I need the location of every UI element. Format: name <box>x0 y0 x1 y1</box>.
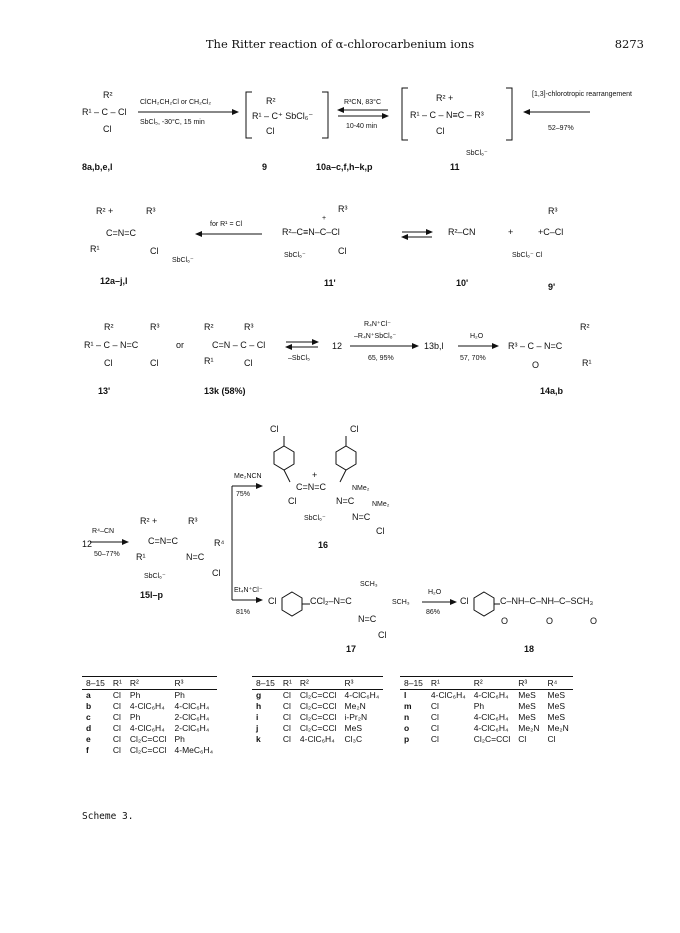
lower-yield: 81% <box>236 609 251 616</box>
s13k-main: C=N – C – Cl <box>212 340 266 350</box>
structure-12 <box>90 206 194 264</box>
cell: Cl <box>282 690 291 700</box>
structure-17 <box>268 581 410 640</box>
table-row <box>252 701 383 712</box>
scheme-caption: Scheme 3. <box>82 811 134 822</box>
cell: c <box>86 712 91 722</box>
s12-cl: Cl <box>150 246 159 256</box>
cell: 2-ClC₆H₄ <box>174 712 210 722</box>
s15-r2: R² + <box>140 516 158 526</box>
row1-cond-top: ClCH₂CH₂Cl or CH₂Cl₂ <box>140 99 212 106</box>
s17-cl-end: Cl <box>378 630 387 640</box>
cell: h <box>256 701 262 711</box>
row1-arrow3-bottom: 52–97% <box>548 125 574 132</box>
cell: Cl₂C=CCl <box>299 712 337 722</box>
structure-18 <box>460 592 597 626</box>
substituent-table-3 <box>400 676 573 745</box>
structure-16 <box>270 424 390 536</box>
s17-nc: N=C <box>358 614 377 624</box>
table1-header <box>82 677 217 690</box>
s16-anion: SbCl₆⁻ <box>304 515 326 522</box>
table-row <box>400 734 573 745</box>
cell: Cl₃C <box>344 734 363 744</box>
cell: Ph <box>129 690 141 700</box>
label-17: 17 <box>346 644 357 654</box>
s11p-cl: Cl <box>338 246 347 256</box>
cell: Cl <box>430 723 439 733</box>
cell: l <box>404 690 407 700</box>
label-18: 18 <box>524 644 535 654</box>
cell: MeS <box>547 712 566 722</box>
row3-num13b: 13b,l <box>424 341 444 351</box>
row1-arrow3-top: [1,3]-chlorotropic rearrangement <box>532 91 632 98</box>
cell: Cl₂C=CCl <box>129 745 167 755</box>
row1-cond-bottom: SbCl₅, -30°C, 15 min <box>140 119 205 126</box>
cell: d <box>86 723 92 733</box>
table3-h-r3: R³ <box>514 677 543 690</box>
cell: 4-ClC₆H₄ <box>174 701 210 711</box>
label-16: 16 <box>318 540 329 550</box>
s17-cl: Cl <box>268 596 277 606</box>
table-row <box>252 712 383 723</box>
s16-cl-end: Cl <box>376 526 385 536</box>
label-15: 15l–p <box>140 590 164 600</box>
label-9: 9 <box>262 162 268 172</box>
cell: Me₂N <box>518 723 540 733</box>
cell: MeS <box>518 701 536 711</box>
cell: 4-ClC₆H₄ <box>473 690 509 700</box>
s15-r1: R¹ <box>136 552 146 562</box>
s15-cl: Cl <box>212 568 221 578</box>
table-row <box>400 690 573 702</box>
s17-sch3-right: SCH₃ <box>392 599 410 606</box>
s18-cl: Cl <box>460 596 469 606</box>
table2-h-r3: R³ <box>341 677 384 690</box>
label-8: 8a,b,e,l <box>82 162 113 172</box>
s12-core: C=N=C <box>106 228 137 238</box>
cell: Cl <box>282 734 291 744</box>
c8-main: R¹ – C – Cl <box>82 107 127 117</box>
cell: k <box>256 734 261 744</box>
row3-arrow1-label: –SbCl₅ <box>288 355 310 362</box>
label-11: 11 <box>450 162 460 172</box>
cell: Me₂N <box>547 723 569 733</box>
cell: b <box>86 701 92 711</box>
cell: i-Pr₂N <box>344 712 368 722</box>
cell: 4-ClC₆H₄ <box>344 690 380 700</box>
s15-r3: R³ <box>188 516 198 526</box>
cell: MeS <box>547 690 566 700</box>
s16-cl-c: Cl <box>288 496 297 506</box>
s13k-r2: R² <box>204 322 214 332</box>
bracket-11-right <box>506 88 512 140</box>
s18-o1: O <box>501 616 509 626</box>
cell: Cl <box>112 723 121 733</box>
s13p-cl1: Cl <box>104 358 113 368</box>
table3-h-r1: R¹ <box>427 677 470 690</box>
table-row <box>82 712 217 723</box>
nitrile: R²–CN <box>448 227 476 237</box>
cell: n <box>404 712 410 722</box>
cell: Ph <box>174 690 185 700</box>
or-text: or <box>176 340 185 350</box>
s12-r2: R² + <box>96 206 114 216</box>
label-13k: 13k (58%) <box>204 386 246 396</box>
table-row <box>82 690 217 702</box>
cell: MeS <box>344 723 362 733</box>
cell: Cl <box>112 745 121 755</box>
row3-num12: 12 <box>332 341 343 351</box>
s17-main: CCl₂–N=C <box>310 596 352 606</box>
s15-anion: SbCl₆⁻ <box>144 573 166 580</box>
b11-r2: R² + <box>436 93 454 103</box>
s13p-cl2: Cl <box>150 358 159 368</box>
s16-plus: + <box>312 470 318 480</box>
cell: g <box>256 690 262 700</box>
table-row <box>400 723 573 734</box>
cell: Cl <box>518 734 527 744</box>
cell: Ph <box>129 712 141 722</box>
page-number: 8273 <box>614 37 644 51</box>
s13k-r1: R¹ <box>204 356 214 366</box>
label-10p: 10' <box>456 278 469 288</box>
b9-cl: Cl <box>266 126 275 136</box>
row3-cond-top2: –R₄N⁺SbCl₆⁻ <box>354 333 397 340</box>
cell: Me₂N <box>344 701 366 711</box>
cell: 4-ClC₆H₄ <box>129 723 165 733</box>
s16-bond-2 <box>284 470 290 482</box>
cell: MeS <box>518 712 536 722</box>
s16-nme2-a: NMe₂ <box>352 485 370 492</box>
row4-yield: 50–77% <box>94 551 120 558</box>
cell: Cl <box>112 712 121 722</box>
lower-reagent: Et₄N⁺Cl⁻ <box>234 587 263 594</box>
cell: j <box>256 723 259 733</box>
table2-h-r2: R² <box>296 677 341 690</box>
s11p-plus: + <box>322 215 327 222</box>
row4-num12: 12 <box>82 539 93 549</box>
label-11p: 11' <box>324 278 336 288</box>
substituent-table-2 <box>252 676 383 745</box>
table1-h-id: 8–15 <box>82 677 109 690</box>
row2-arrow-cond: for R¹ = Cl <box>210 221 243 228</box>
s13p-main: R¹ – C – N=C <box>84 340 139 350</box>
s11p-main: R²–C≡N–C–Cl <box>282 227 340 237</box>
row1-arrow2-top: R³CN, 83°C <box>344 99 382 106</box>
table3-h-r4: R⁴ <box>544 677 573 690</box>
cell: Cl <box>282 723 291 733</box>
s16-bond-4 <box>340 470 346 482</box>
bracket-9-right <box>322 92 328 138</box>
cell: 4-MeC₆H₄ <box>174 745 214 755</box>
s16-cl-right: Cl <box>350 424 359 434</box>
s13p-r2: R² <box>104 322 114 332</box>
row4-reagent: R⁴–CN <box>92 528 115 535</box>
table3-h-id: 8–15 <box>400 677 427 690</box>
structure-13k <box>204 322 265 368</box>
reaction-scheme <box>0 60 680 670</box>
label-10: 10a–c,f,h–k,p <box>316 162 373 172</box>
s13k-r3: R³ <box>244 322 254 332</box>
cell: Cl <box>112 701 121 711</box>
s11p-r3: R³ <box>338 204 348 214</box>
s15-nc: N=C <box>186 552 205 562</box>
table-row <box>82 723 217 734</box>
s17-ring <box>282 592 302 616</box>
cell: MeS <box>518 690 536 700</box>
s18-ring <box>474 592 494 616</box>
s13k-cl: Cl <box>244 358 253 368</box>
s12-r3: R³ <box>146 206 156 216</box>
s16-ring-right <box>336 446 356 470</box>
cell: a <box>86 690 91 700</box>
label-9p: 9' <box>548 282 556 292</box>
table-row <box>82 734 217 745</box>
substituent-table-1 <box>82 676 217 756</box>
cell: Cl <box>430 734 439 744</box>
cell: Cl <box>282 701 291 711</box>
cell: e <box>86 734 91 744</box>
cell: p <box>404 734 410 744</box>
cell: 4-ClC₆H₄ <box>473 723 509 733</box>
s9p-r3: R³ <box>548 206 558 216</box>
s15-r4: R⁴ <box>214 538 225 548</box>
s16-core: C=N=C <box>296 482 327 492</box>
b11-cl: Cl <box>436 126 445 136</box>
cell: MeS <box>547 701 566 711</box>
cell: 4-ClC₆H₄ <box>430 690 466 700</box>
structure-13-prime <box>84 322 160 368</box>
s14-o: O <box>532 360 540 370</box>
row1-arrow2-bottom: 10-40 min <box>346 123 378 130</box>
s16-nme2-b: NMe₂ <box>372 501 390 508</box>
table2-h-r1: R¹ <box>279 677 296 690</box>
b11-main: R¹ – C – N≡C – R³ <box>410 110 484 120</box>
cell: f <box>86 745 89 755</box>
s15-core: C=N=C <box>148 536 179 546</box>
compound-8 <box>82 90 127 134</box>
s12-anion: SbCl₆⁻ <box>172 257 194 264</box>
table-row <box>252 690 383 702</box>
cell: Cl <box>112 734 121 744</box>
s16-nc-a: N=C <box>336 496 355 506</box>
table2-h-id: 8–15 <box>252 677 279 690</box>
page-running-title: The Ritter reaction of α-chlorocarbenium ions <box>205 37 475 51</box>
row3-cond-top1: R₄N⁺Cl⁻ <box>364 321 391 328</box>
table1-h-r3: R³ <box>171 677 218 690</box>
table3-h-r2: R² <box>470 677 515 690</box>
row4-water: H₂O <box>428 589 442 596</box>
table-row <box>252 734 383 745</box>
cell: Ph <box>174 734 185 744</box>
s18-o2: O <box>546 616 554 626</box>
plus-sign: + <box>508 227 514 237</box>
s16-nc-b: N=C <box>352 512 371 522</box>
row4-water-yield: 86% <box>426 609 441 616</box>
s11p-anion: SbCl₆⁻ <box>284 252 306 259</box>
upper-yield: 75% <box>236 491 251 498</box>
cell: Cl <box>430 701 439 711</box>
table3-header <box>400 677 573 690</box>
cell: 4-ClC₆H₄ <box>299 734 335 744</box>
s9p-anion: SbCl₆⁻ Cl <box>512 252 543 259</box>
b9-main: R¹ – C⁺ SbCl₆⁻ <box>252 111 314 121</box>
b9-r2: R² <box>266 96 276 106</box>
c8-r2: R² <box>103 90 113 100</box>
s9p-main: +C–Cl <box>538 227 564 237</box>
table1-h-r2: R² <box>126 677 171 690</box>
structure-11-prime <box>282 204 348 259</box>
cell: 4-ClC₆H₄ <box>129 701 165 711</box>
table-row <box>400 701 573 712</box>
cell: 2-ClC₆H₄ <box>174 723 210 733</box>
structure-14 <box>508 322 592 370</box>
table2-header <box>252 677 383 690</box>
structure-15 <box>136 516 224 580</box>
cell: m <box>404 701 412 711</box>
table-row <box>400 712 573 723</box>
b11-anion: SbCl₆⁻ <box>466 150 488 157</box>
cell: Cl₂C=CCl <box>473 734 511 744</box>
row3-cond-bottom: 65, 95% <box>368 355 394 362</box>
table-row <box>82 701 217 712</box>
c8-cl: Cl <box>103 124 112 134</box>
structure-9-prime <box>512 206 563 259</box>
cell: Cl₂C=CCl <box>299 701 337 711</box>
row3-water-yield: 57, 70% <box>460 355 486 362</box>
cell: Cl <box>112 690 121 700</box>
s17-sch3-top: SCH₃ <box>360 581 378 588</box>
cell: Cl <box>282 712 291 722</box>
row3-water: H₂O <box>470 333 484 340</box>
cell: Cl <box>547 734 556 744</box>
cell: Ph <box>473 701 485 711</box>
label-13p: 13' <box>98 386 111 396</box>
table-row <box>82 745 217 756</box>
cell: o <box>404 723 410 733</box>
s14-r2: R² <box>580 322 590 332</box>
upper-reagent: Me₂NCN <box>234 473 262 480</box>
cell: Cl₂C=CCl <box>299 690 337 700</box>
cell: 4-ClC₆H₄ <box>473 712 509 722</box>
label-12: 12a–j,l <box>100 276 128 286</box>
s18-o3: O <box>590 616 598 626</box>
s12-r1: R¹ <box>90 244 100 254</box>
s18-main: C–NH–C–NH–C–SCH₃ <box>500 596 594 606</box>
table-row <box>252 723 383 734</box>
s13p-r3: R³ <box>150 322 160 332</box>
s16-ring-left <box>274 446 294 470</box>
table1-h-r1: R¹ <box>109 677 126 690</box>
cell: i <box>256 712 259 722</box>
s14-r1: R¹ <box>582 358 592 368</box>
cell: Cl <box>430 712 439 722</box>
bracket-11-left <box>402 88 408 140</box>
cell: Cl₂C=CCl <box>129 734 167 744</box>
label-14: 14a,b <box>540 386 564 396</box>
s14-main: R³ – C – N=C <box>508 341 563 351</box>
s16-cl-left: Cl <box>270 424 279 434</box>
cell: Cl₂C=CCl <box>299 723 337 733</box>
